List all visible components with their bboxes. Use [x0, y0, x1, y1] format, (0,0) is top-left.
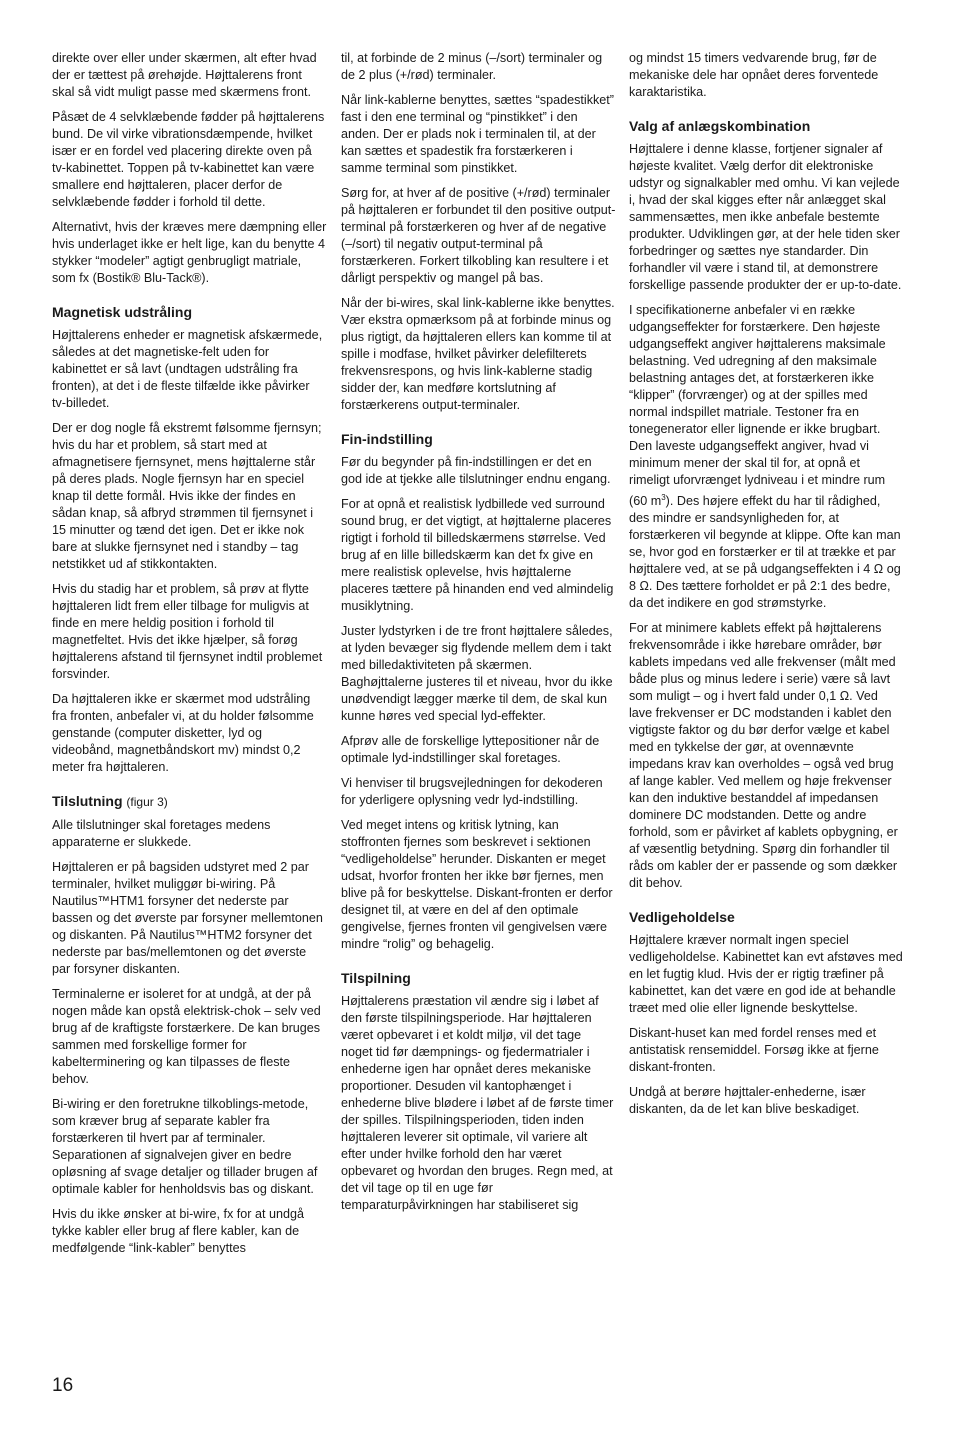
column-right [629, 50, 904, 1126]
heading-tilslutning-text: Tilslutning [52, 793, 123, 809]
paragraph: For at minimere kablets effekt på højttalerens frekvensområde i ikke hørebare områder, bør kablets impedans ved alle frekvenser (målt med både plus og minus ledere i serie) være så lavt som muligt – og i hvert fald under 0,1 Ω. Ved lave frekvenser er DC modstanden i kablet den vigtigste faktor og du bør derfor vælge et kabel med en tykkelse der gør, at ovennævnte impedans krav kan overholdes – også ved brug af lange kabler. Ved mellem og høje frekvenser kan den induktive bestanddel af impedansen dominere DC modstanden. Dette og andre forhold, som er påvirket af kablets opbygning, er af væsentlig betydning. Spørg din forhandler til råds om kabler der er passende og som dækker dit behov. [629, 621, 898, 891]
paragraph: Højttalerens enheder er magnetisk afskærmede, således at det magnetiske-felt uden for kabinettet er så lavt (undtagen udstråling fra fronten), at det i de fleste tilfælde ikke påvirker tv-billedet. [52, 328, 323, 410]
paragraph: Juster lydstyrken i de tre front højttalere således, at lyden bevæger sig flydende mellem dem i takt med billedaktiviteten på skærmen. Baghøjttalerne justeres til et niveau, hvor du ikke unødvendigt lægger mærke til dem, de skal kun kunne høres ved special lyd-effekter. [341, 624, 613, 723]
paragraph: og mindst 15 timers vedvarende brug, før de mekaniske dele har opnået deres forventede karaktaristika. [629, 51, 879, 99]
paragraph: Diskant-huset kan med fordel renses med et antistatisk rensemiddel. Forsøg ikke at fjerne diskant-fronten. [629, 1026, 879, 1075]
paragraph: Alternativt, hvis der kræves mere dæmpning eller hvis underlaget ikke er helt lige, kan du benytte 4 stykker “modeler” agtigt genbrugligt matriale, som fx (Bostik® Blu-Tack®). [52, 220, 327, 285]
paragraph: Der er dog nogle få ekstremt følsomme fjernsyn; hvis du har et problem, så start med at afmagnetisere fjernsynet, mens højttalerne står på deres plads. Nogle fjernsyn har en speciel knap til dette formål. Hvis ikke der findes en sådan knap, så afbryd strømmen til fjernsynet i 15 minutter og tænd det igen. Det er ikke nok bare at slukke fjernsynet ned i standby – tag netstikket ud af stikkontakten. [52, 421, 322, 571]
paragraph: Da højttaleren ikke er skærmet mod udstråling fra fronten, anbefaler vi, at du holder følsomme genstande (computer disketter, lyd og videobånd, magnetbåndskort mv) mindst 0,2 meter fra højttaleren. [52, 692, 314, 774]
paragraph: Højttalere i denne klasse, fortjener signaler af højeste kvalitet. Vælg derfor dit elektroniske udstyr og signalkabler med omhu. Vi kan vejlede i, hvad der skal kigges efter når anlægget skal sammensættes, men ikke anbefale bestemte produkter. Udviklingen gør, at der hele tiden sker forbedringer og sættes nye standarder. Din forhandler vil være i stand til, at demonstrere forskellige passende produkter der er up-to-date. [629, 142, 902, 292]
paragraph-text: I specifikationerne anbefaler vi en række udgangseffekter for forstærkere. Den højeste udgangseffekt angiver højttalerens maksimale belastning. Ved udregning af den maksimale belastning antages det, at forstærkeren ikke “klipper” (forvrænger) og at der spilles med normal indspillet matriale. Testoner fra en tonegenerator eller lignende er ikke brugbart. Den laveste udgangseffekt angiver, hvad vi minimum mener der skal til for, at opnå et rimeligt uforvrænget lydniveau i et mindre rum (60 m [629, 303, 886, 509]
column-middle [341, 50, 616, 1222]
paragraph: Vi henviser til brugsvejledningen for dekoderen for yderligere oplysning vedr lyd-indstilling. [341, 776, 603, 807]
paragraph: Terminalerne er isoleret for at undgå, at der på nogen måde kan opstå elektrisk-chok – selv ved brug af de kraftigste forstærkere. De kan bruges sammen med forskellige former for kabelterminering og kan tilpasses de fleste behov. [52, 987, 321, 1086]
column-left [52, 50, 327, 1265]
paragraph-text: ). Des højere effekt du har til rådighed, des mindre er sandsynligheden for, at forstærkeren vil begynde at klippe. Ofte kan man se, hvor god en forstærker er til at trække et par højttalere ved, at se på udgangseffekten i 4 Ω og 8 Ω. Des tættere forholdet er på 2:1 des bedre, da det indikere en god strømstyrke. [629, 494, 901, 611]
page-number: 16 [52, 1375, 74, 1396]
paragraph: direkte over eller under skærmen, alt efter hvad der er tættest på ørehøjde. Højttalerens front skal så vidt muligt passe med skærmens front. [52, 51, 317, 99]
paragraph: Højttalerens præstation vil ændre sig i løbet af den første tilspilningsperiode. Har højttaleren været opbevaret i et koldt miljø, vil det tage noget tid før dæmpnings- og fjedermatrialer i enhederne igen har opnået deres mekaniske proportioner. Desuden vil kantophænget i enhederne blive blødere i løbet af de første timer der spilles. Tilspilningsperioden, tiden inden højttaleren leverer sit optimale, vil variere alt efter under hvilke forhold den har været opbevaret og hvordan den bruges. Regn med, at det vil tage op til en uge før temparaturpåvirkningen har stabiliseret sig [341, 994, 614, 1212]
paragraph: Bi-wiring er den foretrukne tilkoblings-metode, som kræver brug af separate kabler fra forstærkeren til hvert par af terminaler. Separationen af signalvejen giver en bedre opløsning af svage detaljer og tillader brugen af optimale kabler for henholdsvis bas og diskant. [52, 1097, 318, 1196]
paragraph: til, at forbinde de 2 minus (–/sort) terminaler og de 2 plus (+/rød) terminaler. [341, 51, 603, 82]
paragraph: Hvis du ikke ønsker at bi-wire, fx for at undgå tykke kabler eller brug af flere kabler, kan de medfølgende “link-kabler” benyttes [52, 1207, 304, 1255]
superscript: 3 [661, 493, 666, 502]
heading-magnetisk-udstraaling: Magnetisk udstråling [52, 304, 193, 320]
paragraph: Hvis du stadig har et problem, så prøv at flytte højttaleren lidt frem eller tilbage for muligvis at finde en mere heldig position i forhold til magnetfeltet. Hvis det ikke hjælper, så forøg højttalerens afstand til fjernsynet indtil problemet forsvinder. [52, 582, 323, 681]
paragraph: Når link-kablerne benyttes, sættes “spadestikket” fast i den ene terminal og “pinstikket” i den anden. Der er plads nok i terminalen til, at der kan sættes et spadestik fra forstærkeren i samme terminal som pinstikket. [341, 93, 614, 175]
paragraph: Påsæt de 4 selvklæbende fødder på højttalerens bund. De vil virke vibrationsdæmpende, hvilket især er en fordel ved placering direkte oven på tv-kabinettet. Toppen på tv-kabinettet kan være smallere end højttaleren, placer derfor de selvklæbende fødder i forhold til dette. [52, 110, 325, 209]
paragraph: Sørg for, at hver af de positive (+/rød) terminaler på højttaleren er forbundet til den positive output-terminal på forstærkeren og hver af de negative (–/sort) til negativ output-terminal på forstærkeren. Forkert tilkobling kan resultere i et dårligt perspektiv og mangel på bas. [341, 186, 616, 285]
paragraph: Højttalere kræver normalt ingen speciel vedligeholdelse. Kabinettet kan evt afstøves med en let fugtig klud. Hvis der er rigtig træfiner på kabinettet, kan det være en god ide at behandle træet med olie eller lignende beskyttelse. [629, 933, 903, 1016]
paragraph: Undgå at berøre højttaler-enhederne, især diskanten, da de let kan blive beskadiget. [629, 1085, 866, 1117]
heading-tilspilning: Tilspilning [341, 970, 411, 986]
heading-valg-af-anlaegskombination: Valg af anlægskombination [629, 118, 811, 134]
paragraph: Højttaleren er på bagsiden udstyret med 2 par terminaler, hvilket muliggør bi-wiring. På Nautilus™HTM1 forsyner det nederste par bassen og det øverste par forsyner mellemtonen og diskanten. På Nautilus™HTM2 forsyner det nederste par bas/mellemtonen og det øverste par forsyner diskanten. [52, 860, 323, 976]
paragraph: Afprøv alle de forskellige lyttepositioner når de optimale lyd-indstillinger skal foretages. [341, 734, 600, 765]
heading-fin-indstilling: Fin-indstilling [341, 431, 433, 447]
heading-tilslutning [52, 792, 327, 811]
paragraph: For at opnå et realistisk lydbillede ved surround sound brug, er det vigtigt, at højttalerne placeres rigtigt i forhold til billedskærmens størrelse. Ved brug af en lille billedskærm kan det fx give en mere realistisk oplevelse, hvis højttalerne placeres tættere på hinanden end ved almindelig musiklytning. [341, 497, 614, 613]
paragraph [629, 302, 904, 612]
figure-reference: (figur 3) [126, 795, 168, 809]
heading-vedligeholdelse: Vedligeholdelse [629, 909, 735, 926]
paragraph: Når der bi-wires, skal link-kablerne ikke benyttes. Vær ekstra opmærksom på at forbinde minus og plus rigtigt, da højttaleren ellers kan komme til at spille i modfase, hvilket påvirker delefilterets frekvensrespons, og hvis link-kablerne stadig sidder der, kan medføre kortslutning af forstærkerens output-terminaler. [341, 296, 615, 412]
paragraph: Ved meget intens og kritisk lytning, kan stoffronten fjernes som beskrevet i sektionen “vedligeholdelse” herunder. Diskanten er meget udsat, hvorfor fronten her ikke bør fjernes, men blive på for beskyttelse. Diskant-fronten er derfor designet til, at være en del af den optimale gengivelse, fjernes fronten vil gengivelsen være mindre “rolig” og behagelig. [341, 818, 613, 951]
paragraph: Alle tilslutninger skal foretages medens apparaterne er slukkede. [52, 818, 271, 849]
paragraph: Før du begynder på fin-indstillingen er det en god ide at tjekke alle tilslutninger endnu engang. [341, 455, 611, 486]
